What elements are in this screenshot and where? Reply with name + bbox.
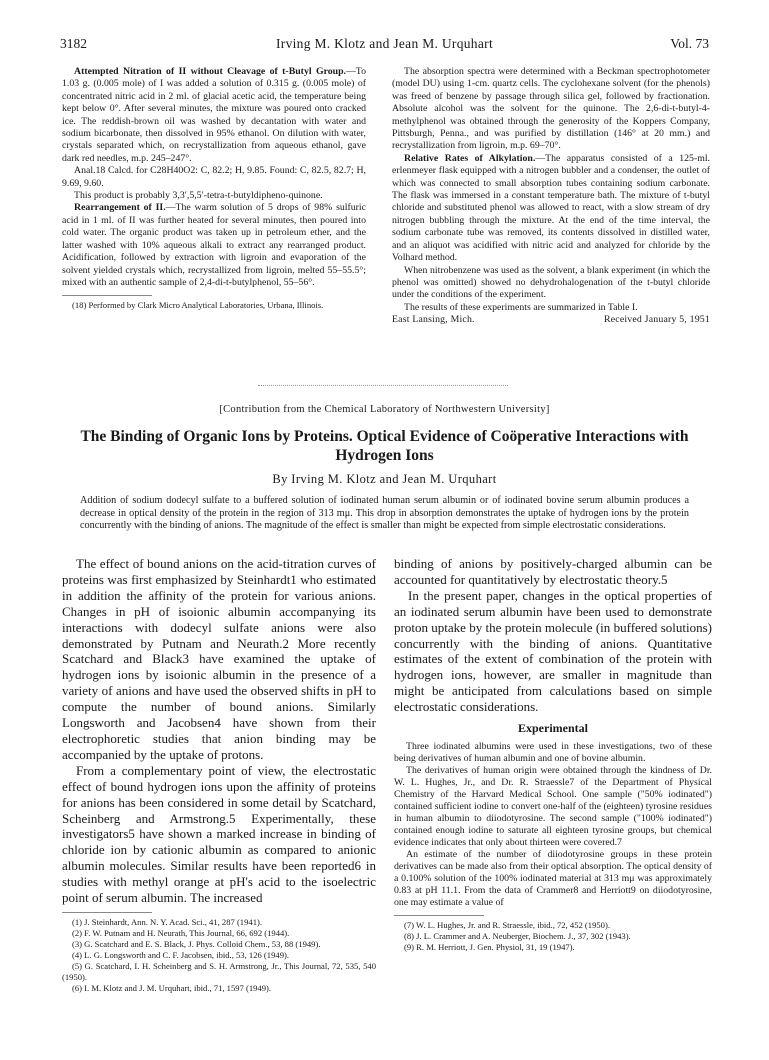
footnote: (4) L. G. Longsworth and C. F. Jacobsen, ibid., 53, 126 (1949). <box>72 949 289 960</box>
paragraph: Anal.18 Calcd. for C28H40O2: C, 82.2; H, 9.85. Found: C, 82.5, 82.7; H, 9.69, 9.60. <box>62 165 366 189</box>
received-date: Received January 5, 1951 <box>603 314 710 326</box>
footnote-rule <box>62 295 152 296</box>
footnote: (2) F. W. Putnam and H. Neurath, This Journal, 66, 692 (1944). <box>72 927 290 938</box>
paragraph: The results of these experiments are summarized in Table I. <box>404 301 638 313</box>
page-number: 3182 <box>60 36 87 51</box>
footnote: (1) J. Steinhardt, Ann. N. Y. Acad. Sci., 41, 287 (1941). <box>72 916 263 927</box>
location: East Lansing, Mich. <box>392 314 475 326</box>
footnote: (9) R. M. Herriott, J. Gen. Physiol, 31, 19 (1947). <box>404 942 575 953</box>
paragraph: An estimate of the number of diiodotyrosine groups in these protein derivatives can be made also from their optical absorption. The optical density of a 0.100% solution of the 100% iodinated material at 313 mμ was approximately 0.83 at pH 11.1. From the data of Crammer8 and Herriott9 on diiodotyrosine, one may estimate a value of <box>394 849 712 909</box>
byline: By Irving M. Klotz and Jean M. Urquhart <box>272 472 497 486</box>
article-right-column <box>394 556 712 1021</box>
paragraph: Rearrangement of II.—The warm solution of 5 drops of 98% sulfuric acid in 1 ml. of II was further heated for several minutes, then poured into cold water. The organic product was taken up in petroleum ether, and the latter washed with 10% aqueous alkali to extract any rearranged product. Acidification, followed by extraction with ligroin and evaporation of the solvent yielded crystals which, recrystallized from ligroin, melted 55–55.5°; mixed with an authentic sample of 2,4-di-t-butylphenol, 55–56°. <box>62 202 366 288</box>
paragraph: Three iodinated albumins were used in these investigations, two of these being derivatives of human albumin and one of bovine albumin. <box>394 741 712 765</box>
article-title: The Binding of Organic Ions by Proteins. Optical Evidence of Coöperative Interactions with Hydrogen Ions <box>80 428 689 464</box>
abstract: Addition of sodium dodecyl sulfate to a buffered solution of iodinated human serum albumin or of iodinated bovine serum albumin produces a decrease in optical density of the protein in the region of 313 mμ. This drop in absorption demonstrates the uptake of hydrogen ions by the protein concurrently with the binding of anions. The magnitude of the effect is smaller than might be expected from simple electrostatic considerations. <box>80 495 689 532</box>
footnote: (3) G. Scatchard and E. S. Black, J. Phys. Colloid Chem., 53, 88 (1949). <box>72 938 321 949</box>
paragraph: Attempted Nitration of II without Cleavage of t-Butyl Group.—To 1.03 g. (0.005 mole) of I was added a solution of 0.315 g. (0.005 mole) of concentrated nitric acid in 2 ml. of glacial acetic acid, the temperature being kept below 0°. After several minutes, the mixture was poured onto cracked ice. The reddish-brown oil was washed by decantation with water and sodium bicarbonate, then dissolved in 95% ethanol. On dilution with water, crystals separated which, on recrystallization from aqueous ethanol, gave dark red needles, m.p. 245–247°. <box>62 66 366 164</box>
previous-article-left-column <box>62 66 366 376</box>
paragraph: Relative Rates of Alkylation.—The apparatus consisted of a 125-ml. erlenmeyer flask equipped with a nitrogen bubbler and a condenser, the outlet of which was connected to small absorption tubes containing sodium carbonate. The flask was immersed in a constant temperature bath. The mixture of t-butyl chloride and substituted phenol was allowed to react, with a slow stream of dry nitrogen bubbling through the mixture. At the end of the time interval, the sodium carbonate tube was removed, its contents dissolved in distilled water, and an aliquot was acidified with nitric acid and analyzed for chloride by the Volhard method. <box>392 152 710 264</box>
article-separator <box>258 385 508 386</box>
footnote-rule <box>62 912 152 913</box>
footnote: (7) W. L. Hughes, Jr. and R. Straessle, ibid., 72, 452 (1950). <box>404 920 610 931</box>
footnote: (8) J. L. Crammer and A. Neuberger, Biochem. J., 37, 302 (1943). <box>404 931 631 942</box>
article-left-column <box>62 556 376 1021</box>
running-header-authors: Irving M. Klotz and Jean M. Urquhart <box>275 36 493 51</box>
paragraph: From a complementary point of view, the electrostatic effect of bound hydrogen ions upon the affinity of proteins for anions has been considered in some detail by Scatchard, Scheinberg and Armstrong.5 Experimentally, these investigators5 have shown a marked increase in binding of chloride ion by cationic albumin as compared to anionic albumin molecules. Similar results have been reported6 in studies with methyl orange at pH's acid to the isoelectric point of serum albumin. The increased <box>62 762 376 906</box>
signature-line <box>392 314 710 326</box>
footnote: (6) I. M. Klotz and J. M. Urquhart, ibid., 71, 1597 (1949). <box>72 982 272 993</box>
paragraph: The absorption spectra were determined with a Beckman spectrophotometer (model DU) using 1-cm. quartz cells. The cyclohexane solvent (for the phenols) was freed of benzene by passage through silica gel, followed by fractionation. Absolute alcohol was the solvent for the quinone. The 2,6-di-t-butyl-4-methylphenol was obtained through the generosity of the Koppers Company, Pittsburgh, Penna., and was purified by distillation (146° at 20 mm.) and recrystallization from ligroin, m.p. 69–70°. <box>392 66 710 152</box>
previous-article-right-column <box>392 66 710 376</box>
contribution-line: [Contribution from the Chemical Laboratory of Northwestern University] <box>219 404 550 415</box>
paragraph: The effect of bound anions on the acid-titration curves of proteins was first emphasized by Steinhardt1 who estimated in addition the affinity of the protein for various anions. Changes in pH of isoionic albumin accompanying its interactions with dodecyl sulfate anions were also demonstrated by Putnam and Neurath.2 More recently Scatchard and Black3 have examined the uptake of hydrogen ions by isoionic albumin in the presence of a variety of anions and have used the observed shifts in pH to compute the number of bound anions. Similarly Longsworth and Jacobsen4 have shown from their electrophoretic studies that anion binding may be accompanied by the uptake of protons. <box>62 556 376 762</box>
footnote: (5) G. Scatchard, I. H. Scheinberg and S. H. Armstrong, Jr., This Journal, 72, 535, 540 (1950). <box>62 960 376 982</box>
paragraph: When nitrobenzene was used as the solvent, a blank experiment (in which the phenol was omitted) showed no dehydrohalogenation of the t-butyl chloride under the conditions of the experiment. <box>392 264 710 301</box>
running-header <box>60 36 709 54</box>
paragraph: The derivatives of human origin were obtained through the kindness of Dr. W. L. Hughes, Jr., and Dr. R. Straessle7 of the Department of Physical Chemistry of the Harvard Medical School. One sample ("50% iodinated") contained sufficient iodine to convert one-half of the (eighteen) tyrosine residues in human albumin to diiodotyrosine. The second sample ("100% iodinated") contained enough iodine to saturate all eighteen tyrosine groups, but chemical evidence indicates that only about thirteen were covered.7 <box>394 765 712 849</box>
paragraph: binding of anions by positively-charged albumin can be accounted for quantitatively by electrostatic theory.5 <box>394 556 712 587</box>
paragraph: In the present paper, changes in the optical properties of an iodinated serum albumin have been used to demonstrate proton uptake by the protein molecule (in buffered solutions) concurrently with the binding of anions. Quantitative estimates of the extent of combination of the protein with hydrogen ions, however, are smaller in magnitude than might be anticipated from calculations based on simple electrostatic considerations. <box>394 587 712 715</box>
volume-label: Vol. 73 <box>670 36 709 51</box>
footnote-rule <box>394 915 484 916</box>
footnote: (18) Performed by Clark Micro Analytical Laboratories, Urbana, Illinois. <box>72 300 324 311</box>
section-heading-experimental: Experimental <box>518 721 588 736</box>
paragraph: This product is probably 3,3′,5,5′-tetra-t-butyldipheno-quinone. <box>74 190 323 202</box>
